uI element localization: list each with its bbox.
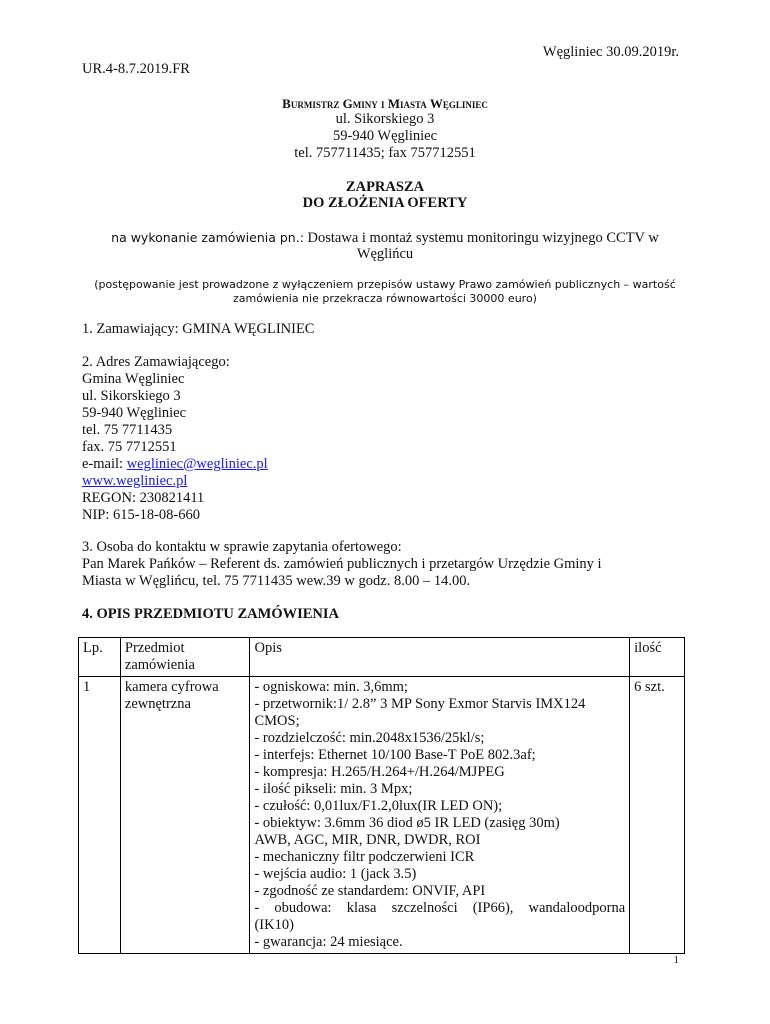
header-quantity: ilość <box>630 638 685 677</box>
subject-title-cont: Węglińcu <box>356 246 414 262</box>
subject-prefix: na wykonanie zamówienia pn.: <box>111 230 304 245</box>
section-3-contact <box>82 539 602 590</box>
subject-title: Dostawa i montaż systemu monitoringu wizyjnego CCTV w <box>307 230 659 246</box>
page-number: 1 <box>673 954 679 966</box>
spec-line: - obudowa: klasa szczelności (IP66), wandaloodporna <box>254 900 626 916</box>
email-label: e-mail: <box>82 456 127 472</box>
invitation-heading: ZAPRASZA <box>345 179 425 195</box>
invitation-subheading: DO ZŁOŻENIA OFERTY <box>302 195 468 211</box>
reference-number: UR.4-8.7.2019.FR <box>82 61 190 77</box>
spec-line: - obiektyw: 3.6mm 36 diod ø5 IR LED (zasięg 30m) <box>254 815 560 831</box>
section-2-heading: 2. Adres Zamawiającego: <box>82 354 230 370</box>
address-postal-city: 59-940 Węgliniec <box>82 405 187 421</box>
spec-line: - ogniskowa: min. 3,6mm; <box>254 679 408 695</box>
spec-line: - czułość: 0,01lux/F1.2,0lux(IR LED ON); <box>254 798 503 814</box>
procedure-note-line2: zamówienia nie przekracza równowartości 30000 euro) <box>233 292 537 305</box>
spec-line: - kompresja: H.265/H.264+/H.264/MJPEG <box>254 764 505 780</box>
header-item <box>120 638 250 677</box>
regon: REGON: 230821411 <box>82 490 205 506</box>
spec-line: - rozdzielczość: min.2048x1536/25kl/s; <box>254 730 485 746</box>
header-lp: Lp. <box>79 638 121 677</box>
section-4-heading: 4. OPIS PRZEDMIOTU ZAMÓWIENIA <box>82 606 339 622</box>
issuer-name: Burmistrz Gminy i Miasta Węgliniec <box>282 96 488 111</box>
row-item-line2: zewnętrzna <box>124 696 191 712</box>
contact-line-1: Pan Marek Pańków – Referent ds. zamówień publicznych i przetargów Urzędzie Gminy i <box>82 556 602 572</box>
address-phone: tel. 75 7711435 <box>82 422 173 438</box>
row-item <box>120 677 250 954</box>
address-fax: fax. 75 7712551 <box>82 439 177 455</box>
spec-line: - mechaniczny filtr podczerwieni ICR <box>254 849 475 865</box>
section-2-address <box>82 354 268 524</box>
specification-table <box>78 637 685 954</box>
spec-line: - ilość pikseli: min. 3 Mpx; <box>254 781 413 797</box>
spec-line: - przetwornik:1/ 2.8” 3 MP Sony Exmor Starvis IMX124 <box>254 696 586 712</box>
spec-line: - zgodność ze standardem: ONVIF, API <box>254 883 486 899</box>
address-street: ul. Sikorskiego 3 <box>82 388 181 404</box>
spec-line: - interfejs: Ethernet 10/100 Base-T PoE 802.3af; <box>254 747 536 763</box>
address-name: Gmina Węgliniec <box>82 371 185 387</box>
subject-line <box>0 229 770 247</box>
row-quantity: 6 szt. <box>630 677 685 954</box>
spec-line: (IK10) <box>254 917 294 933</box>
spec-line: - gwarancja: 24 miesiące. <box>254 934 403 950</box>
issuer-street: ul. Sikorskiego 3 <box>335 111 435 127</box>
row-item-line1: kamera cyfrowa <box>124 679 219 695</box>
procedure-note-line1: (postępowanie jest prowadzone z wyłączeniem przepisów ustawy Prawo zamówień publicznych – wartość <box>94 278 676 291</box>
spec-line: CMOS; <box>254 713 300 729</box>
row-description <box>250 677 630 954</box>
row-lp: 1 <box>79 677 121 954</box>
email-link[interactable]: wegliniec@wegliniec.pl <box>126 456 268 472</box>
nip: NIP: 615-18-08-660 <box>82 507 201 523</box>
spec-line: AWB, AGC, MIR, DNR, DWDR, ROI <box>254 832 481 848</box>
website-link[interactable]: www.wegliniec.pl <box>82 473 188 489</box>
section-1-contracting-authority: 1. Zamawiający: GMINA WĘGLINIEC <box>82 321 315 337</box>
document-date: Węgliniec 30.09.2019r. <box>542 44 679 60</box>
header-description: Opis <box>250 638 630 677</box>
address-email-row <box>82 456 268 473</box>
header-item-line1: Przedmiot <box>124 640 185 656</box>
table-header-row <box>79 638 685 677</box>
table-row <box>79 677 685 954</box>
contact-line-2: Miasta w Węglińcu, tel. 75 7711435 wew.39 w godz. 8.00 – 14.00. <box>82 573 471 589</box>
header-item-line2: zamówienia <box>124 657 195 673</box>
issuer-phone-fax: tel. 757711435; fax 757712551 <box>294 145 476 161</box>
spec-line: - wejścia audio: 1 (jack 3.5) <box>254 866 417 882</box>
issuer-postal-city: 59-940 Węgliniec <box>332 128 438 144</box>
section-3-heading: 3. Osoba do kontaktu w sprawie zapytania ofertowego: <box>82 539 402 555</box>
